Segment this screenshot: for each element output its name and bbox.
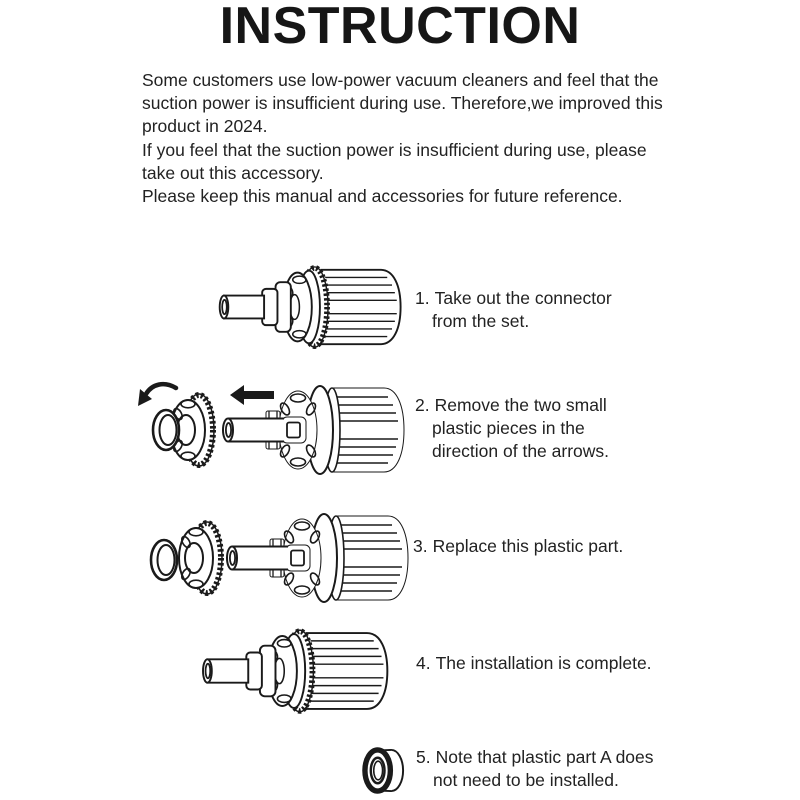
intro-line: Please keep this manual and accessories for future reference. (142, 186, 623, 207)
step-4-illustration (186, 626, 400, 716)
step-5-illustration (362, 745, 407, 796)
step-number: 2. (415, 395, 430, 415)
step-number: 5. (416, 747, 431, 767)
connector-body-part (223, 386, 404, 474)
step-line: Note that plastic part A does (435, 747, 654, 767)
intro-line: If you feel that the suction power is insufficient during use, please (142, 139, 647, 160)
step-line: Replace this plastic part. (432, 536, 624, 556)
step-line: from the set. (432, 310, 530, 331)
page-title: INSTRUCTION (219, 0, 581, 55)
step-line: The installation is complete. (435, 653, 652, 673)
connector-assembled (220, 267, 401, 347)
step-3-illustration (138, 506, 408, 606)
connector-assembled (203, 630, 387, 712)
left-arrow-icon (230, 385, 274, 405)
step-line: Remove the two small (434, 395, 607, 415)
step-2-text (415, 394, 609, 462)
plastic-ring-part (151, 540, 177, 580)
connector-assembled-icon (186, 626, 400, 716)
step-1-illustration (203, 263, 413, 351)
step-line: direction of the arrows. (432, 440, 610, 461)
rotate-arrow-icon (138, 384, 176, 406)
step-1-text (415, 287, 612, 333)
step-line: plastic pieces in the (432, 417, 585, 438)
connector-exploded-icon (138, 506, 408, 606)
step-3-text (413, 535, 623, 558)
step-number: 3. (413, 536, 428, 556)
step-2-illustration (136, 378, 406, 478)
connector-body-part (227, 514, 408, 602)
plastic-ring-part (153, 410, 179, 450)
step-number: 1. (415, 288, 430, 308)
step-line: Take out the connector (434, 288, 612, 308)
intro-paragraph (142, 69, 687, 208)
connector-assembled-icon (203, 263, 413, 351)
intro-line: Some customers use low-power vacuum cleaners and feel that the (142, 70, 659, 90)
intro-line: suction power is insufficient during use. Therefore,we improved this (142, 93, 663, 114)
step-5-text (416, 746, 654, 792)
knurled-cap-part (179, 522, 222, 594)
step-line: not need to be installed. (433, 769, 619, 790)
connector-exploded-arrows-icon (136, 378, 406, 478)
plastic-ring-part-icon (362, 745, 407, 796)
grommet-ring (365, 750, 403, 791)
intro-line: product in 2024. (142, 116, 268, 137)
step-number: 4. (416, 653, 431, 673)
step-4-text (416, 652, 652, 675)
intro-line: take out this accessory. (142, 162, 324, 183)
